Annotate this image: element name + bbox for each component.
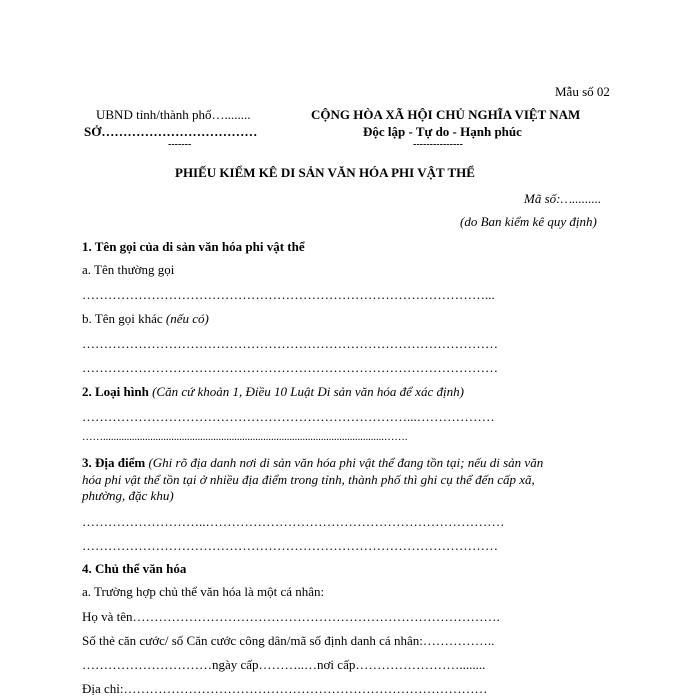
header-right-rule: --------------- (413, 139, 463, 150)
national-motto: Độc lập - Tự do - Hạnh phúc (363, 124, 522, 139)
section-3-note-line-1: (Ghi rõ địa danh nơi di sản văn hóa phi vật thể đang tồn tại; nếu di sản văn (148, 455, 544, 470)
code-label: Mã số:…......... (524, 191, 602, 206)
address-field[interactable]: Địa chỉ:………………………………………………………………………… (82, 681, 488, 696)
code-note: (do Ban kiểm kê quy định) (460, 214, 597, 229)
section-3-fill-line-1[interactable]: ………………………..…………………………………………………………… (82, 514, 505, 529)
section-3-note-line-2: hóa phi vật thể tồn tại ở nhiều địa điểm trong tỉnh, thành phố thì ghi cụ thể đến cấp xã, (82, 472, 535, 487)
section-1b-label-text: b. Tên gọi khác (82, 311, 166, 326)
header-left-authority: UBND tỉnh/thành phố…........ (96, 107, 251, 122)
issue-date-place-field[interactable]: …………………………ngày cấp………..…nơi cấp……………………........ (82, 657, 486, 672)
section-3-heading (82, 456, 543, 469)
section-3-note-line-3: phường, đặc khu) (82, 488, 174, 503)
section-4a-label: a. Trường hợp chủ thể văn hóa là một cá nhân: (82, 584, 325, 599)
section-4-heading: 4. Chủ thể văn hóa (82, 561, 187, 576)
page-title: PHIẾU KIỂM KÊ DI SẢN VĂN HÓA PHI VẬT THỂ (175, 165, 475, 180)
section-1a-label: a. Tên thường gọi (82, 262, 175, 277)
section-3-fill-line-2[interactable]: …………………………………………………………………………………… (82, 538, 498, 553)
header-left-rule: ------- (168, 139, 192, 150)
id-number-field[interactable]: Số thẻ căn cước/ số Căn cước công dân/mã số định danh cá nhân:…………….. (82, 633, 495, 648)
section-2-note: (Căn cứ khoản 1, Điều 10 Luật Di sản văn hóa để xác định) (152, 384, 464, 399)
section-2-title: 2. Loại hình (82, 384, 153, 399)
section-2-fill-line-1[interactable]: …………………………………………………………………...……………… (82, 409, 495, 424)
section-3-title: 3. Địa điểm (82, 455, 149, 470)
section-1b-note: (nếu có) (165, 311, 209, 326)
form-number: Mẫu số 02 (555, 84, 610, 99)
header-left-department: SỞ……………………………… (84, 124, 258, 139)
section-2-fill-line-2[interactable]: ……...........................................................................................................……. (82, 432, 408, 443)
section-1b-fill-line-1[interactable]: …………………………………………………………………………………… (82, 336, 498, 351)
section-1b-label (82, 312, 209, 325)
section-1b-fill-line-2[interactable]: …………………………………………………………………………………… (82, 360, 498, 375)
section-1a-fill-line[interactable]: …………………………………………………………………………………... (82, 287, 495, 302)
national-title: CỘNG HÒA XÃ HỘI CHỦ NGHĨA VIỆT NAM (311, 107, 581, 122)
full-name-field[interactable]: Họ và tên…………………………………………………………………………. (82, 609, 500, 624)
section-1-heading: 1. Tên gọi của di sản văn hóa phi vật thể (82, 239, 305, 254)
section-2-heading (82, 385, 464, 398)
